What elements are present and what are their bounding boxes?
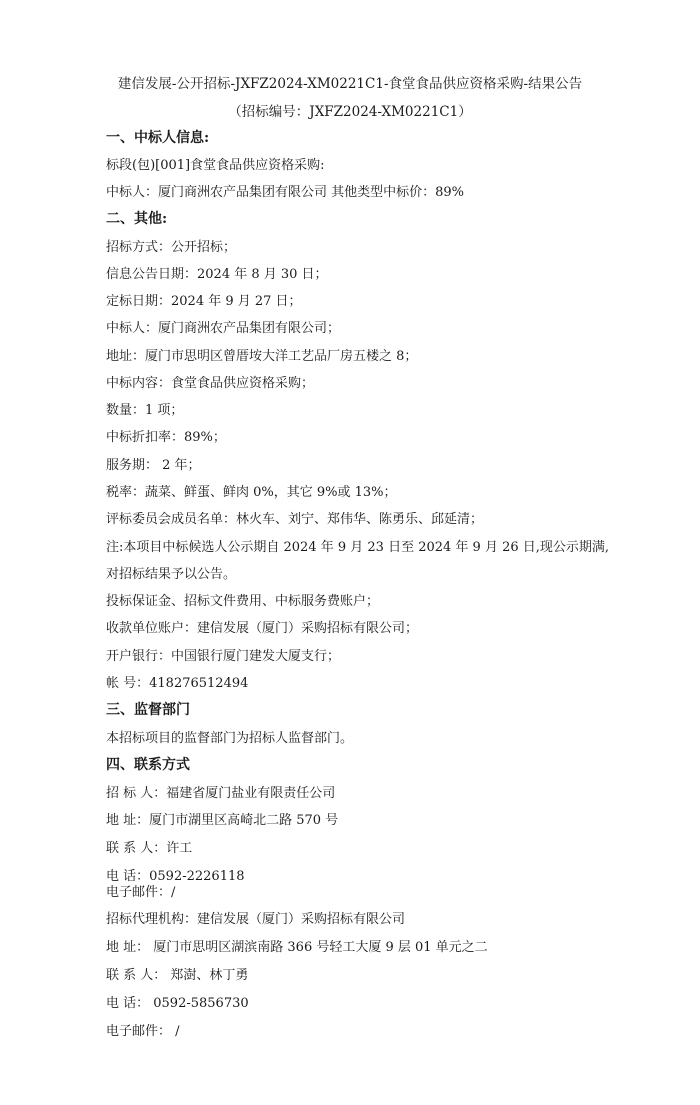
winner-name: 中标人：厦门商洲农产品集团有限公司；: [106, 321, 341, 336]
award-date: 定标日期：2024 年 9 月 27 日；: [106, 294, 302, 309]
agency-address: 地 址： 厦门市思明区湖滨南路 366 号轻工大厦 9 层 01 单元之二: [106, 940, 488, 955]
document-title: 建信发展-公开招标-JXFZ2024-XM0221C1-食堂食品供应资格采购-结果公告: [117, 76, 583, 92]
winner-price-line: 中标人：厦门商洲农产品集团有限公司 其他类型中标价：89%: [106, 185, 465, 200]
account-title: 投标保证金、招标文件费用、中标服务费账户；: [106, 594, 380, 609]
section-supervision-heading: 三、监督部门: [106, 702, 190, 718]
account-number: 帐 号：418276512494: [106, 676, 249, 691]
award-content: 中标内容：食堂食品供应资格采购；: [106, 376, 315, 391]
tender-method: 招标方式：公开招标；: [106, 240, 237, 255]
quantity: 数量：1 项；: [106, 403, 184, 418]
tender-number: （招标编号：JXFZ2024-XM0221C1）: [228, 104, 472, 120]
bank-name: 开户银行：中国银行厦门建发大厦支行；: [106, 649, 341, 664]
tenderer-email: 电子邮件：/: [106, 885, 176, 900]
tenderer-phone: 电 话：0592-2226118: [106, 869, 245, 884]
section-other-heading: 二、其他:: [106, 211, 168, 227]
tax-rate: 税率：蔬菜、鲜蛋、鲜肉 0%，其它 9%或 13%；: [106, 485, 397, 500]
lot-line: 标段(包)[001]食堂食品供应资格采购:: [106, 158, 325, 173]
section-winner-heading: 一、中标人信息:: [106, 130, 210, 146]
section-contact-heading: 四、联系方式: [106, 757, 190, 773]
supervision-text: 本招标项目的监督部门为招标人监督部门。: [106, 731, 354, 746]
note-line-2: 对招标结果予以公告。: [106, 567, 237, 582]
notice-date: 信息公告日期：2024 年 8 月 30 日；: [106, 267, 328, 282]
agency-email: 电子邮件： /: [106, 1024, 180, 1039]
tenderer-address: 地 址：厦门市湖里区高崎北二路 570 号: [106, 813, 339, 828]
agency-name: 招标代理机构：建信发展（厦门）采购招标有限公司: [106, 912, 406, 927]
tenderer-contact: 联 系 人：许工: [106, 841, 193, 856]
service-period: 服务期： 2 年；: [106, 458, 201, 473]
payee-account: 收款单位账户：建信发展（厦门）采购招标有限公司；: [106, 621, 419, 636]
committee-members: 评标委员会成员名单：林火车、刘宁、郑伟华、陈勇乐、邱延清；: [106, 512, 484, 527]
note-line-1: 注:本项目中标候选人公示期自 2024 年 9 月 23 日至 2024 年 9 月 26 日,现公示期满,: [106, 540, 610, 555]
discount-rate: 中标折扣率：89%；: [106, 430, 226, 445]
agency-contact: 联 系 人： 郑澍、林丁勇: [106, 968, 249, 983]
tenderer-name: 招 标 人：福建省厦门盐业有限责任公司: [106, 786, 336, 801]
agency-phone: 电 话： 0592-5856730: [106, 996, 249, 1011]
winner-address: 地址：厦门市思明区曾厝垵大洋工艺品厂房五楼之 8；: [106, 349, 418, 364]
